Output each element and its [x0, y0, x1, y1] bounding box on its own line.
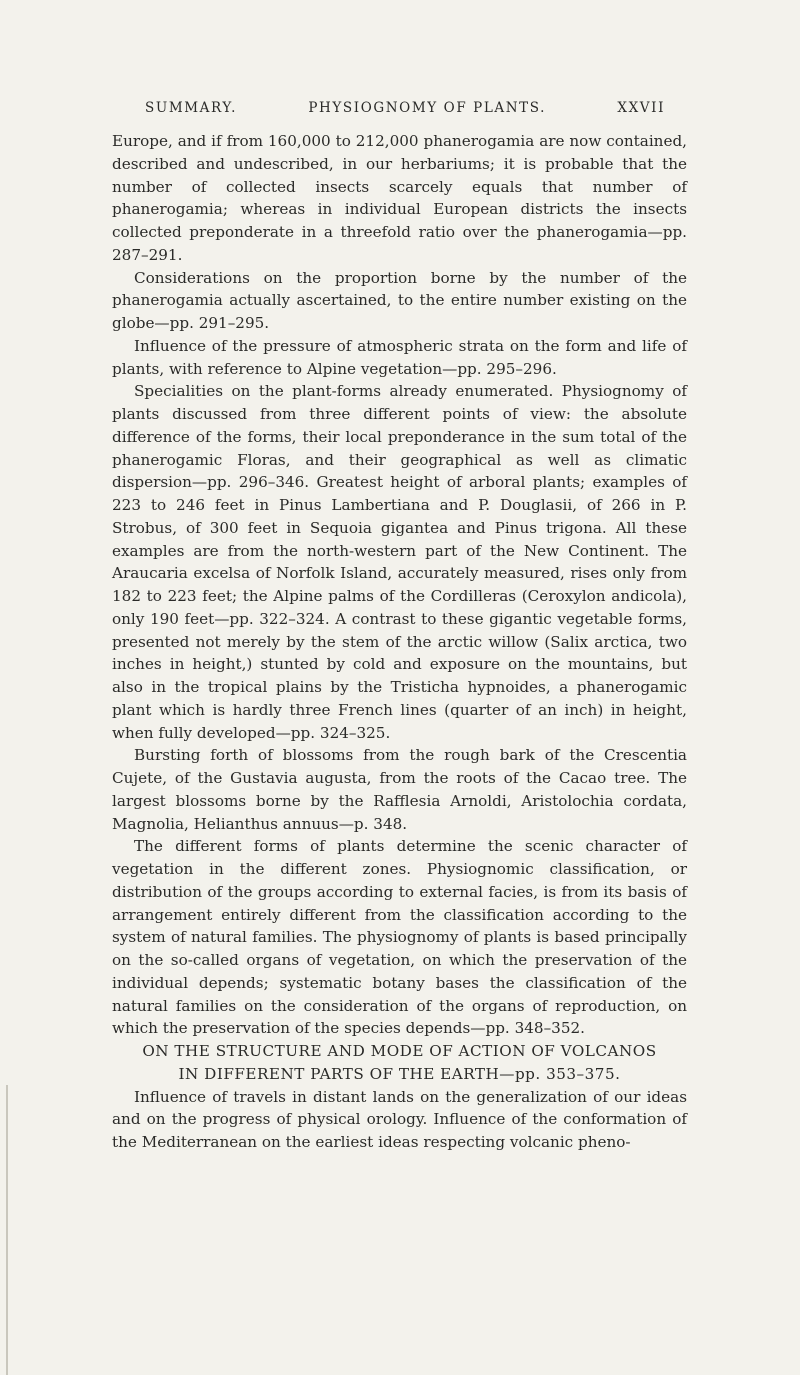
paragraph: Bursting forth of blossoms from the rough bark of the Crescentia Cujete, of the Gustavia augusta, from the roots of the Cacao tree. The largest blossoms borne by the Rafflesia Arnoldi, Aristolochia cordata, Magnolia, Helianthus annuus—p. 348.: [112, 746, 687, 833]
section-heading: [112, 1040, 687, 1086]
running-head: [145, 100, 665, 116]
body-text: [112, 130, 687, 1154]
section-heading-line-2: IN DIFFERENT PARTS OF THE EARTH—pp. 353–375.: [178, 1064, 621, 1083]
running-head-left: SUMMARY.: [145, 100, 238, 116]
paragraph: Influence of the pressure of atmospheric strata on the form and life of plants, with reference to Alpine vegetation—pp. 295–296.: [112, 336, 687, 378]
paragraph-continuation: Europe, and if from 160,000 to 212,000 phanerogamia are now contained, described and undescribed, in our herbariums; it is probable that the number of collected insects scarcely equals that number of phanerogamia; whereas in individual European districts the insects collected preponderate in a threefold ratio over the phanerogamia—pp. 287–291.: [112, 132, 687, 264]
paragraph: Influence of travels in distant lands on the generalization of our ideas and on the progress of physical orology. Influence of the conformation of the Mediterranean on the earliest ideas respecting volcanic pheno-: [112, 1087, 687, 1151]
page-number: XXVII: [617, 100, 665, 116]
scan-edge-shadow: [6, 1085, 8, 1375]
paragraph: Specialities on the plant-forms already enumerated. Physiognomy of plants discussed from three different points of view: the absolute difference of the forms, their local preponderance in the sum total of the phanerogamic Floras, and their geographical as well as climatic dispersion—pp. 296–346. Greatest height of arboral plants; examples of 223 to 246 feet in Pinus Lambertiana and P. Douglasii, of 266 in P. Strobus, of 300 feet in Sequoia gigantea and Pinus trigona. All these examples are from the north-western part of the New Continent. The Araucaria excelsa of Norfolk Island, accurately measured, rises only from 182 to 223 feet; the Alpine palms of the Cordilleras (Ceroxylon andicola), only 190 feet—pp. 322–324. A contrast to these gigantic vegetable forms, presented not merely by the stem of the arctic willow (Salix arctica, two inches in height,) stunted by cold and exposure on the mountains, but also in the tropical plains by the Tristicha hypnoides, a phanerogamic plant which is hardly three French lines (quarter of an inch) in height, when fully developed—pp. 324–325.: [112, 382, 687, 742]
section-heading-line-1: ON THE STRUCTURE AND MODE OF ACTION OF VOLCANOS: [142, 1042, 657, 1060]
paragraph: The different forms of plants determine the scenic character of vegetation in the different zones. Physiognomic classification, or distribution of the groups according to external facies, is from its basis of arrangement entirely different from the classification according to the system of natural families. The physiognomy of plants is based principally on the so-called organs of vegetation, on which the preservation of the individual depends; systematic botany bases the classification of the natural families on the consideration of the organs of reproduction, on which the preservation of the species depends—pp. 348–352.: [112, 837, 687, 1038]
paragraph: Considerations on the proportion borne by the number of the phanerogamia actually ascertained, to the entire number existing on the globe—pp. 291–295.: [112, 268, 687, 332]
running-head-title: PHYSIOGNOMY OF PLANTS.: [308, 100, 547, 116]
